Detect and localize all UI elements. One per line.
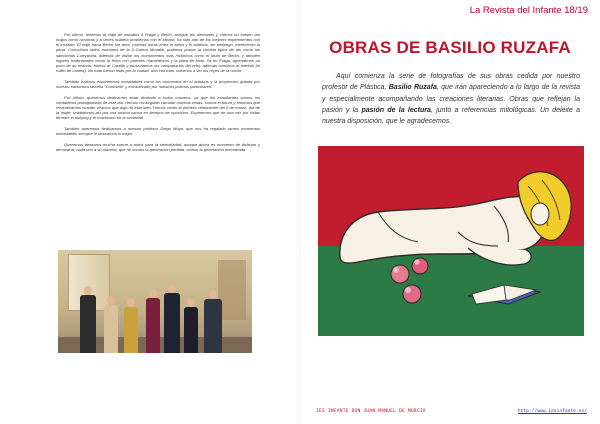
paragraph: Por último, queremos dedicarnos estar diciendo a todos vosotros, ya que los estudiantes somos los verdaderos protagonistas de este día. Hemos conseguido cambiar muchas cosas, somos el futuro y tenemos que reivindicarnos cuando veamos que algo no está bien. Hemos vivido la primera celebración del 8 de marzo, día de la mujer, unidndonos así por una misma causa en tiempos de oposición. Esperemos que de una vez por todas termine el bullying y el machismo en la sociedad.	[56, 94, 260, 121]
paragraph: También queremos dedicarnos a nuestro profesor Diego Moya, que nos ha regalado tantos momentos inolvidables siempre le deseamos lo mejor.	[56, 125, 260, 136]
person-figure	[104, 296, 118, 353]
paragraph: También tuvimos experiencias inolvidables como los momentos en el autobús y la proyección guiada por nuestro traductora favorita “Coriusela” y encabezado por nuestros policías particulares.	[56, 78, 260, 89]
page-number: La Revista del Infante 18/19	[469, 5, 588, 16]
intro-paragraph: Aquí comienza la serie de fotografías de sus obras cedida por nuestro profesor de Plástica, Basilio Ruzafa, que irán apareciendo a lo largo de la revista y especialmente acompañando las creaciones literarias. Obras que reflejan la pasión y la pasión de la lectura, junto a referencias mitológicas. Un deleite a nuestra disposición, que le agradecemos.	[322, 73, 581, 126]
paragraph: Por último, tenemos el viaje de estudios a Praga y Berlín, aunque los alemanes y checos no fuesen tan majos como nosotras y a veces hubiera problemas con el idioma, ha sido uno de los mejores experimentos con el instituto. El viaje hacia Berlín fue duro, muchas horas entre el avión y el autobús, sin embargo, merecieron la pena. Conocimos lados humanos de la II Guerra Mundial, pudimos probar la comida típica de ahí como las salchichas Currywurst, además de visitar los monumentos más históricos como el Muro de Berlín, y también lugares tradicionales como la firma con puentes maravillosos y la plata de Nola. Ya en Praga, aprendimos un poco de su historia, fuimos al Castillo y escuchamos los campanarios del reloj, además comimos el trdelník (el rollito de canela). No todo fueron risas por la ciudad, una vez más, volvimos a ser los reyes de la noche.	[56, 32, 260, 74]
person-figure	[184, 298, 198, 353]
group-photo	[58, 250, 252, 353]
person-figure	[204, 290, 222, 353]
article-text	[56, 32, 260, 157]
school-website-link[interactable]: http://www.iesinfante.es/	[517, 409, 587, 414]
person-figure	[164, 284, 180, 353]
person-figure	[124, 298, 138, 353]
person-figure	[80, 286, 96, 353]
artist-name: Basilio Ruzafa	[388, 84, 437, 92]
school-name: IES INFANTE DON JUAN MANUEL DE MURCIA	[316, 409, 426, 414]
person-figure	[146, 289, 160, 353]
emphasis-text: pasión de la lectura	[361, 106, 431, 114]
right-page	[300, 0, 600, 424]
painting-image	[318, 146, 584, 336]
page-title: OBRAS DE BASILIO RUZAFA	[329, 38, 571, 57]
paragraph: Queremos desearos mucha suerte a todos para la selectividad, aunque ahora es momento de disfrutar y demostrar, cada uno a su manera, que no somos la generación perdida, somos la generación encontrada.	[56, 141, 260, 152]
